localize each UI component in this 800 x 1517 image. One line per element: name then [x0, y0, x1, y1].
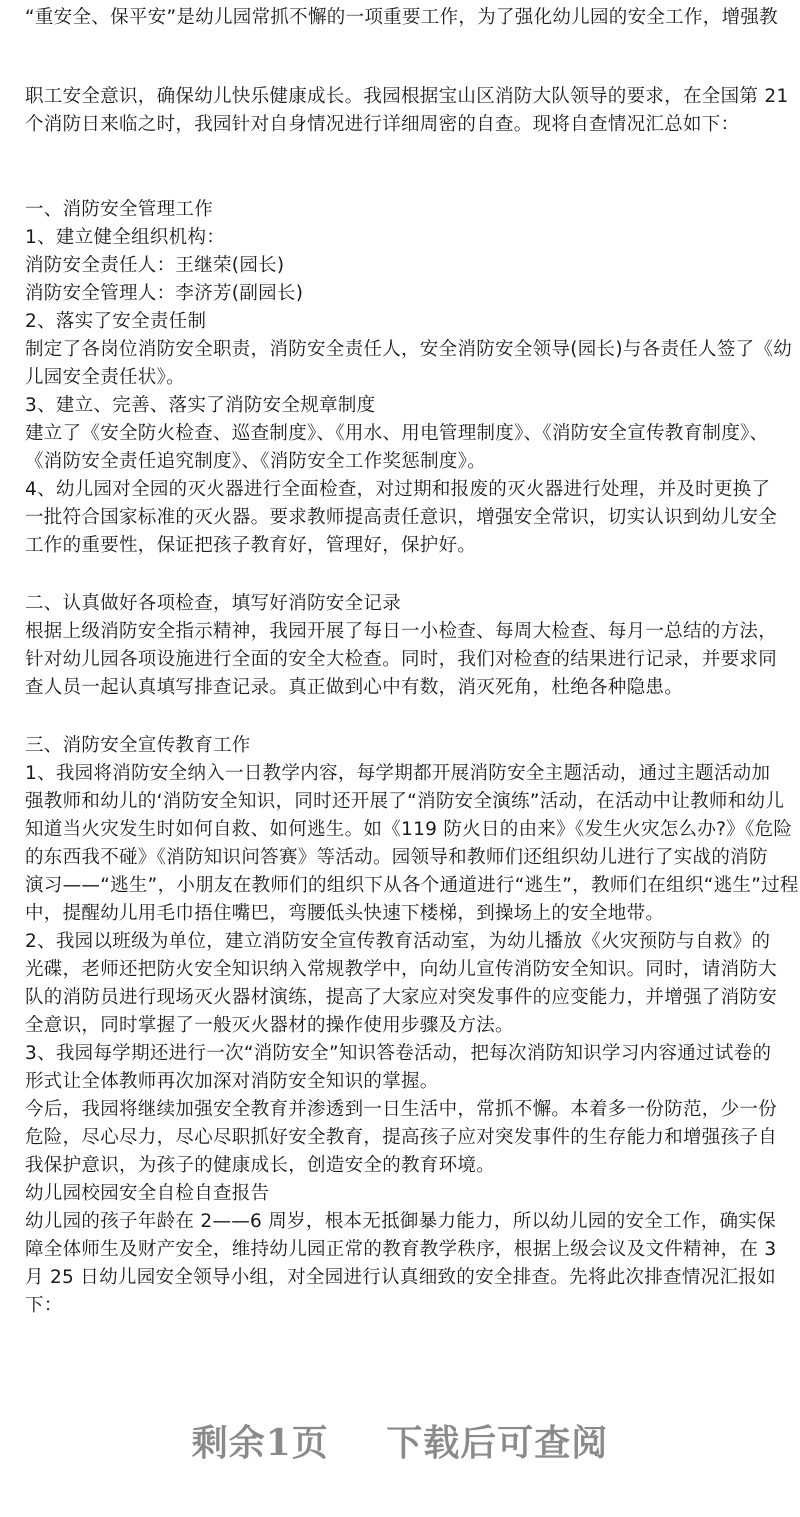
- text-line: 3、我园每学期还进行一次“消防安全”知识答卷活动，把每次消防知识学习内容通过试卷的: [25, 1043, 772, 1064]
- text-line: 查人员一起认真填写排查记录。真正做到心中有数，消灭死角，杜绝各种隐患。: [25, 677, 684, 698]
- text-line: 1、建立健全组织机构：: [25, 227, 226, 248]
- remaining-pages-label: 剩余1页: [191, 1422, 329, 1464]
- text-line: 光碟，老师还把防火安全知识纳入常规教学中，向幼儿宣传消防安全知识。同时，请消防大: [25, 959, 778, 980]
- text-line: 下：: [25, 1295, 63, 1316]
- text-line: 制定了各岗位消防安全职责，消防安全责任人，安全消防安全领导(园长)与各责任人签了《幼: [25, 339, 793, 360]
- text-line: 工作的重要性，保证把孩子教育好，管理好，保护好。: [25, 535, 477, 556]
- text-line: 4、幼儿园对全园的灭火器进行全面检查，对过期和报废的灭火器进行处理，并及时更换了: [25, 479, 771, 500]
- text-line: 幼儿园校园安全自检自查报告: [25, 1183, 270, 1204]
- text-line: 形式让全体教师再次加深对消防安全知识的掌握。: [25, 1071, 439, 1092]
- text-line: 儿园安全责任状》。: [25, 367, 185, 388]
- text-line: 危险，尽心尽力，尽心尽职抓好安全教育，提高孩子应对突发事件的生存能力和增强孩子自: [25, 1127, 778, 1148]
- text-line: 一批符合国家标准的灭火器。要求教师提高责任意识，增强安全常识，切实认识到幼儿安全: [25, 507, 778, 528]
- text-line: 消防安全责任人：王继荣(园长): [25, 255, 285, 276]
- text-line: 的东西我不碰》《消防知识问答赛》等活动。园领导和教师们还组织幼儿进行了实战的消防: [25, 847, 768, 868]
- text-line: “重安全、保平安”是幼儿园常抓不懈的一项重要工作，为了强化幼儿园的安全工作，增强教: [25, 7, 778, 28]
- section-education: [25, 732, 799, 1320]
- text-line: 针对幼儿园各项设施进行全面的安全大检查。同时，我们对检查的结果进行记录，并要求同: [25, 649, 778, 670]
- text-line: 队的消防员进行现场灭火器材演练，提高了大家应对突发事件的应变能力，并增强了消防安: [25, 987, 778, 1008]
- text-line: 演习——“逃生”，小朋友在教师们的组织下从各个通道进行“逃生”，教师们在组织“逃生”过程: [25, 875, 799, 896]
- text-line: 月 25 日幼儿园安全领导小组，对全园进行认真细致的安全排查。先将此次排查情况汇报如: [25, 1267, 776, 1288]
- text-line: 职工安全意识，确保幼儿快乐健康成长。我园根据宝山区消防大队领导的要求，在全国第 21: [25, 86, 789, 107]
- section-inspection: [25, 590, 785, 702]
- text-line: 强教师和幼儿的‘消防安全知识，同时还开展了“消防安全演练”活动，在活动中让教师和幼儿: [25, 791, 785, 812]
- text-line: 一、消防安全管理工作: [25, 199, 214, 220]
- text-line: 我保护意识，为孩子的健康成长，创造安全的教育环境。: [25, 1155, 496, 1176]
- intro-paragraph: [25, 4, 785, 32]
- text-line: 三、消防安全宣传教育工作: [25, 735, 251, 756]
- text-line: 2、落实了安全责任制: [25, 311, 207, 332]
- section-management: [25, 196, 793, 560]
- intro-continued: [25, 83, 789, 139]
- text-line: 中，提醒幼儿用毛巾捂住嘴巴，弯腰低头快速下楼梯，到操场上的安全地带。: [25, 903, 665, 924]
- text-line: 个消防日来临之时，我园针对自身情况进行详细周密的自查。现将自查情况汇总如下：: [25, 114, 740, 135]
- text-line: 建立了《安全防火检查、巡查制度》、《用水、用电管理制度》、《消防安全宣传教育制度》、: [25, 423, 769, 444]
- text-line: 幼儿园的孩子年龄在 2——6 周岁，根本无抵御暴力能力，所以幼儿园的安全工作，确实保: [25, 1211, 776, 1232]
- text-line: 全意识，同时掌握了一般灭火器材的操作使用步骤及方法。: [25, 1015, 514, 1036]
- text-line: 2、我园以班级为单位，建立消防安全宣传教育活动室，为幼儿播放《火灾预防与自救》的: [25, 931, 771, 952]
- text-line: 知道当火灾发生时如何自救、如何逃生。如《119 防火日的由来》《发生火灾怎么办?》《危险: [25, 819, 793, 840]
- text-line: 今后，我园将继续加强安全教育并渗透到一日生活中，常抓不懈。本着多一份防范，少一份: [25, 1099, 778, 1120]
- text-line: 二、认真做好各项检查，填写好消防安全记录: [25, 593, 402, 614]
- text-line: 1、我园将消防安全纳入一日教学内容，每学期都开展消防安全主题活动，通过主题活动加: [25, 763, 771, 784]
- download-prompt[interactable]: [0, 1415, 800, 1466]
- download-to-view-label[interactable]: 下载后可查阅: [386, 1422, 609, 1464]
- text-line: 障全体师生及财产安全，维持幼儿园正常的教育教学秩序，根据上级会议及文件精神，在 3: [25, 1239, 777, 1260]
- text-line: 《消防安全责任追究制度》、《消防安全工作奖惩制度》。: [25, 451, 487, 472]
- text-line: 消防安全管理人：李济芳(副园长): [25, 283, 304, 304]
- text-line: 3、建立、完善、落实了消防安全规章制度: [25, 395, 376, 416]
- text-line: 根据上级消防安全指示精神，我园开展了每日一小检查、每周大检查、每月一总结的方法，: [25, 621, 778, 642]
